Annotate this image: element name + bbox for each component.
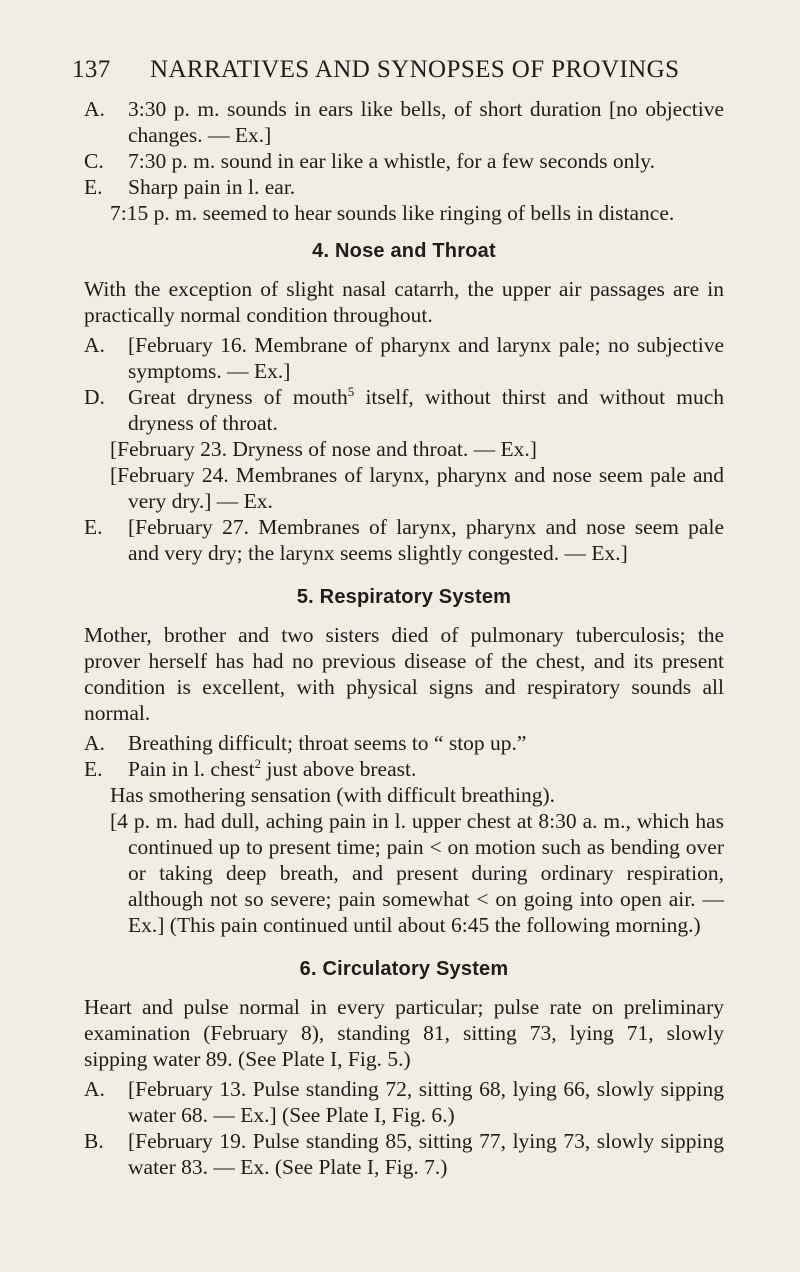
entry-label: E.: [84, 175, 103, 199]
entry-text-before: Pain in l. chest: [128, 757, 255, 781]
entry-text: [February 27. Membranes of larynx, pharynx and nose seem pale and very dry; the larynx seems slightly congested. — Ex.]: [128, 515, 724, 565]
entry-label: A.: [84, 1077, 105, 1101]
circ-entry-b: [84, 1128, 724, 1180]
nose-continuation-2: [84, 462, 724, 514]
entry-label: C.: [84, 149, 104, 173]
continuation-text: Has smothering sensation (with difficult breathing).: [110, 783, 556, 807]
continuation-text: [February 23. Dryness of nose and throat. — Ex.]: [110, 437, 537, 461]
ear-continuation: [84, 200, 724, 226]
entry-label: A.: [84, 97, 105, 121]
resp-entry-e: [84, 756, 724, 782]
running-title: NARRATIVES AND SYNOPSES OF PROVINGS: [150, 56, 680, 83]
ear-entry-c: [84, 148, 724, 174]
footnote-marker: 5: [347, 383, 355, 399]
entry-text: Sharp pain in l. ear.: [128, 175, 296, 199]
section-heading-respiratory: 5. Respiratory System: [296, 586, 512, 608]
nose-entry-a: [84, 332, 724, 384]
nose-entry-e: [84, 514, 724, 566]
resp-entry-a: [84, 730, 724, 756]
running-head: [72, 56, 732, 90]
page-body: [84, 96, 724, 1180]
entry-label: A.: [84, 731, 105, 755]
circulatory-intro: Heart and pulse normal in every particular; pulse rate on preliminary examination (February 8), standing 81, sitting 73, lying 71, slowly sipping water 89. (See Plate I, Fig. 5.): [84, 995, 724, 1071]
entry-label: A.: [84, 333, 105, 357]
ear-entry-e: [84, 174, 724, 200]
entry-text: 7:30 p. m. sound in ear like a whistle, for a few seconds only.: [128, 149, 656, 173]
continuation-text: [4 p. m. had dull, aching pain in l. upper chest at 8:30 a. m., which has continued up to present time; pain < on motion such as bending over or taking deep breath, and present during ordinary respiration, although not so severe; pain somewhat < on going into open air. — Ex.] (This pain continued until about 6:45 the following morning.): [110, 809, 724, 937]
circ-entry-a: [84, 1076, 724, 1128]
entry-label: D.: [84, 385, 105, 409]
entry-text: Breathing difficult; throat seems to “ stop up.”: [128, 731, 527, 755]
resp-continuation-2: [84, 808, 724, 938]
continuation-text: [February 24. Membranes of larynx, pharynx and nose seem pale and very dry.] — Ex.: [110, 463, 724, 513]
entry-text: [February 16. Membrane of pharynx and larynx pale; no subjective symptoms. — Ex.]: [128, 333, 724, 383]
entry-label: E.: [84, 515, 103, 539]
entry-label: E.: [84, 757, 103, 781]
respiratory-intro: Mother, brother and two sisters died of pulmonary tuberculosis; the prover herself has had no previous disease of the chest, and its present condition is excellent, with physical signs and respiratory sounds all normal.: [84, 623, 724, 725]
entry-text: [February 19. Pulse standing 85, sitting 77, lying 73, slowly sipping water 83. — Ex. (See Plate I, Fig. 7.): [128, 1129, 724, 1179]
entry-text-after: just above breast.: [261, 757, 417, 781]
page-number: 137: [72, 56, 111, 83]
ear-entry-a: [84, 96, 724, 148]
entry-text: [February 13. Pulse standing 72, sitting 68, lying 66, slowly sipping water 68. — Ex.] (See Plate I, Fig. 6.): [128, 1077, 724, 1127]
entry-label: B.: [84, 1129, 104, 1153]
entry-text: 3:30 p. m. sounds in ears like bells, of short duration [no objective changes. — Ex.]: [128, 97, 724, 147]
section-heading-circulatory: 6. Circulatory System: [299, 958, 509, 980]
nose-entry-d: [84, 384, 724, 436]
nose-throat-intro: With the exception of slight nasal catarrh, the upper air passages are in practically normal condition throughout.: [84, 277, 724, 327]
entry-text-after: itself, without thirst and without much dryness of throat.: [128, 385, 725, 435]
footnote-marker: 2: [254, 755, 262, 771]
entry-text-before: Great dryness of mouth: [128, 385, 348, 409]
resp-continuation-1: [84, 782, 724, 808]
nose-continuation-1: [84, 436, 724, 462]
section-heading-nose-throat: 4. Nose and Throat: [312, 240, 496, 262]
continuation-text: 7:15 p. m. seemed to hear sounds like ringing of bells in distance.: [110, 201, 675, 225]
